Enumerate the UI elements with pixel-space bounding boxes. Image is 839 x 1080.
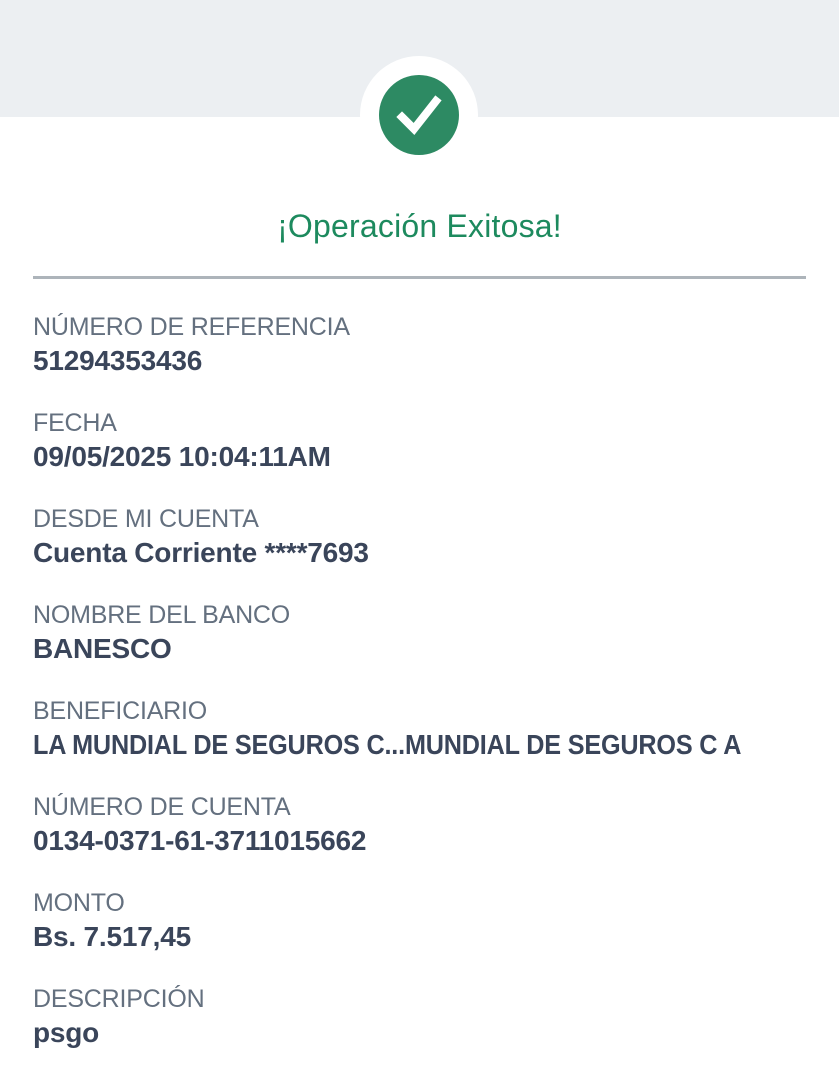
detail-row-reference	[33, 311, 806, 379]
page-title: ¡Operación Exitosa!	[277, 208, 562, 244]
detail-value: Bs. 7.517,45	[33, 921, 191, 952]
success-badge-circle	[379, 75, 459, 155]
detail-row-account-number	[33, 791, 806, 859]
detail-row-description	[33, 983, 806, 1051]
detail-row-bank-name	[33, 599, 806, 667]
detail-row-source-account	[33, 503, 806, 571]
success-badge	[360, 56, 478, 174]
detail-value: 51294353436	[33, 345, 203, 376]
check-icon	[392, 88, 446, 142]
detail-label: MONTO	[33, 889, 125, 917]
detail-label: DESDE MI CUENTA	[33, 505, 259, 533]
detail-label: FECHA	[33, 409, 117, 437]
detail-value: BANESCO	[33, 633, 172, 664]
detail-label: NOMBRE DEL BANCO	[33, 601, 291, 629]
detail-label: NÚMERO DE REFERENCIA	[33, 313, 350, 341]
detail-label: DESCRIPCIÓN	[33, 985, 205, 1013]
divider	[33, 276, 806, 279]
detail-label: BENEFICIARIO	[33, 697, 208, 725]
detail-row-date	[33, 407, 806, 475]
detail-label: NÚMERO DE CUENTA	[33, 793, 291, 821]
detail-value: Cuenta Corriente ****7693	[33, 537, 369, 568]
details-list	[33, 311, 806, 1079]
detail-value: 0134-0371-61-3711015662	[33, 825, 367, 856]
detail-value: psgo	[33, 1017, 100, 1048]
detail-value: LA MUNDIAL DE SEGUROS C...MUNDIAL DE SEGUROS C A	[33, 729, 742, 760]
detail-row-amount	[33, 887, 806, 955]
detail-value: 09/05/2025 10:04:11AM	[33, 441, 331, 472]
detail-row-beneficiary	[33, 695, 806, 763]
